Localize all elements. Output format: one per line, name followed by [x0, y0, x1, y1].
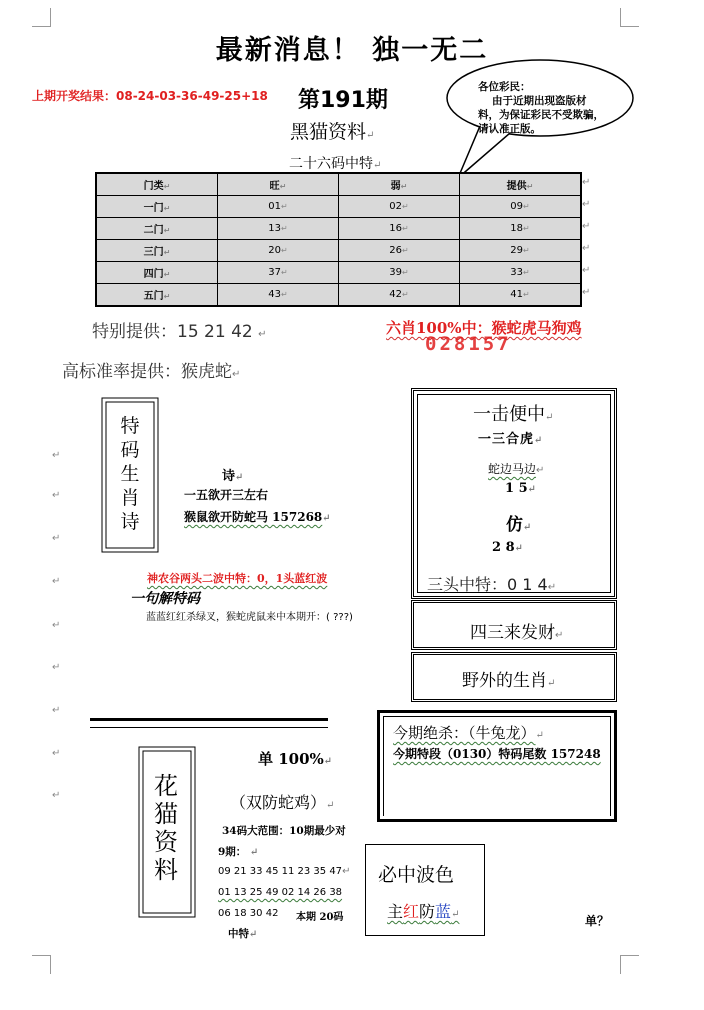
margin-mark: ↵ — [52, 576, 61, 587]
table-cell: 42↵ — [339, 284, 460, 307]
section-divider — [90, 718, 328, 728]
wave-color-value: 主红防蓝↵ — [387, 902, 460, 921]
table-header-cell: 提供↵ — [460, 173, 582, 196]
wild-zodiac-text: 野外的生肖↵ — [462, 671, 556, 691]
numbers-line-2: 01 13 25 49 02 14 26 38 — [218, 887, 343, 898]
table-cell: 09↵ — [460, 196, 582, 218]
table-cell: 29↵ — [460, 240, 582, 262]
table-cell: 18↵ — [460, 218, 582, 240]
special-provide: 特别提供：15 21 42 ↵ — [92, 322, 267, 342]
speech-bubble-text — [478, 80, 606, 136]
poem-box-title: 特码生肖诗 — [120, 415, 140, 533]
one-hit-line-4: 1 5↵ — [505, 481, 537, 496]
segment-line: 今期特段（0130）特码尾数 157248 — [393, 747, 601, 761]
poem-line-1: 一五欲开三左右 — [184, 488, 269, 502]
crop-mark-bottom-left — [32, 955, 51, 974]
row-end-mark: ↵ — [582, 287, 591, 298]
table-cell: 33↵ — [460, 262, 582, 284]
fang-line: （双防蛇鸡）↵ — [230, 793, 335, 812]
row-end-mark: ↵ — [582, 199, 591, 210]
table-cell: 16↵ — [339, 218, 460, 240]
margin-mark: ↵ — [52, 705, 61, 716]
table-cell: 二门↵ — [96, 218, 218, 240]
subtitle-black-cat: 黑猫资料↵ — [290, 121, 375, 143]
six-zodiac-code: 028157 — [425, 333, 512, 355]
margin-mark: ↵ — [52, 450, 61, 461]
crop-mark-top-right — [620, 8, 639, 27]
numbers-line-3: 06 18 30 42 — [218, 908, 279, 919]
crop-mark-bottom-right — [620, 955, 639, 974]
table-cell: 三门↵ — [96, 240, 218, 262]
margin-mark: ↵ — [52, 790, 61, 801]
last-draw-result: 上期开奖结果：08-24-03-36-49-25+18 — [32, 89, 268, 103]
table-cell: 37↵ — [218, 262, 339, 284]
bubble-line-1: 各位彩民： — [478, 81, 531, 93]
table-cell: 43↵ — [218, 284, 339, 307]
table-cell: 41↵ — [460, 284, 582, 307]
one-hit-line-6: 2 8↵ — [492, 540, 524, 555]
kill-line: 今期绝杀：（牛兔龙）↵ — [393, 724, 544, 742]
margin-mark: ↵ — [52, 620, 61, 631]
row-end-mark: ↵ — [582, 177, 591, 188]
table-cell: 39↵ — [339, 262, 460, 284]
table-cell: 26↵ — [339, 240, 460, 262]
one-hit-line-5: 仿↵ — [506, 515, 532, 535]
three-heads-line: 三头中特：0 1 4↵ — [427, 575, 557, 594]
numbers-line-3-suffix: 本期 20码 — [296, 912, 344, 923]
table-header-cell: 门类↵ — [96, 173, 218, 196]
six-zodiac-line: 六肖100%中：猴蛇虎马狗鸡 — [386, 319, 582, 337]
riddle-line: 蓝蓝红红杀绿叉，猴蛇虎鼠来中本期开：( ???) — [146, 612, 353, 623]
margin-mark: ↵ — [52, 533, 61, 544]
table-row — [96, 196, 581, 218]
table-cell: 五门↵ — [96, 284, 218, 307]
bubble-line-2: 由于近期出现盗版材料，为保证彩民不受欺骗，请认准正版。 — [478, 95, 604, 135]
one-hit-line-2: 一三合虎↵ — [478, 432, 544, 447]
one-hit-title: 一击便中↵ — [473, 404, 554, 425]
huamao-box-title: 花猫资料 — [154, 772, 178, 884]
table-cell: 一门↵ — [96, 196, 218, 218]
table-row — [96, 240, 581, 262]
subtitle-26-codes: 二十六码中特↵ — [289, 156, 382, 172]
wave-color-box — [365, 844, 485, 936]
margin-mark: ↵ — [52, 748, 61, 759]
numbers-line-1: 09 21 33 45 11 23 35 47↵ — [218, 866, 351, 877]
zhongte-label: 中特↵ — [228, 928, 258, 940]
page-title: 最新消息！ 独一无二 — [215, 35, 489, 66]
margin-mark: ↵ — [52, 490, 61, 501]
single-line: 单 100%↵ — [258, 750, 333, 768]
margin-mark: ↵ — [52, 662, 61, 673]
range-line-1: 34码大范围：10期最少对 — [222, 825, 346, 837]
table-header-cell: 旺↵ — [218, 173, 339, 196]
table-cell: 13↵ — [218, 218, 339, 240]
table-cell: 01↵ — [218, 196, 339, 218]
single-question: 单？ — [585, 914, 610, 928]
table-row — [96, 218, 581, 240]
poem-heading: 诗↵ — [222, 469, 244, 484]
issue-number: 第191期 — [298, 88, 388, 113]
table-row — [96, 284, 581, 307]
crop-mark-top-left — [32, 8, 51, 27]
row-end-mark: ↵ — [582, 221, 591, 232]
table-cell: 02↵ — [339, 196, 460, 218]
four-three-text: 四三来发财↵ — [470, 623, 564, 643]
table-cell: 四门↵ — [96, 262, 218, 284]
number-table — [95, 172, 582, 307]
one-sentence-title: 一句解特码 — [130, 591, 200, 607]
one-hit-line-3: 蛇边马边↵ — [488, 462, 545, 476]
wave-color-title: 必中波色 — [378, 864, 455, 886]
table-header-cell: 弱↵ — [339, 173, 460, 196]
row-end-mark: ↵ — [582, 243, 591, 254]
table-cell: 20↵ — [218, 240, 339, 262]
range-line-2: 9期： ↵ — [218, 846, 259, 858]
high-standard-line: 高标准率提供：猴虎蛇↵ — [62, 362, 241, 382]
table-header-row — [96, 173, 581, 196]
poem-line-2: 猴鼠欲开防蛇马 157268↵ — [184, 510, 331, 524]
table-row — [96, 262, 581, 284]
row-end-mark: ↵ — [582, 265, 591, 276]
shennong-line: 神农谷两头二波中特：0，1头蓝红波 — [147, 572, 328, 585]
